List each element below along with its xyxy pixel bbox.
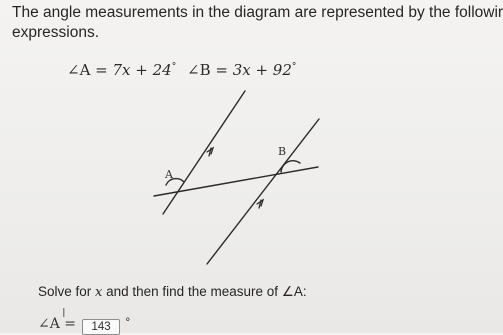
angle-b-rhs: 3x + 92 [232, 61, 292, 79]
question-variable: x [95, 285, 103, 300]
angle-a-lhs: ∠A = [67, 61, 113, 79]
parallel-arrow-lower-icon [257, 200, 263, 208]
angle-b-label: B [278, 145, 287, 158]
text-cursor-icon: I [62, 306, 66, 320]
angle-b-degree: ° [291, 62, 297, 72]
angle-b-lhs: ∠B = [187, 61, 233, 79]
question-text [38, 284, 307, 300]
problem-line-2: expressions. [12, 24, 100, 41]
angle-a-rhs: 7x + 24 [112, 61, 172, 79]
parallel-arrow-upper-icon [207, 148, 213, 156]
problem-line-1: The angle measurements in the diagram are represented by the followir [12, 4, 503, 21]
angle-a-label: A [165, 168, 173, 181]
parallel-line-lower [207, 119, 319, 264]
answer-input[interactable]: 143 [82, 319, 120, 335]
answer-unit: ° [125, 316, 131, 329]
question-prefix: Solve for [38, 284, 96, 299]
parallel-line-upper [163, 91, 245, 214]
answer-label: ∠A = [38, 316, 77, 332]
answer-row [38, 316, 131, 333]
question-suffix: and then find the measure of ∠A: [102, 284, 307, 299]
angle-a-degree: ° [171, 62, 177, 72]
